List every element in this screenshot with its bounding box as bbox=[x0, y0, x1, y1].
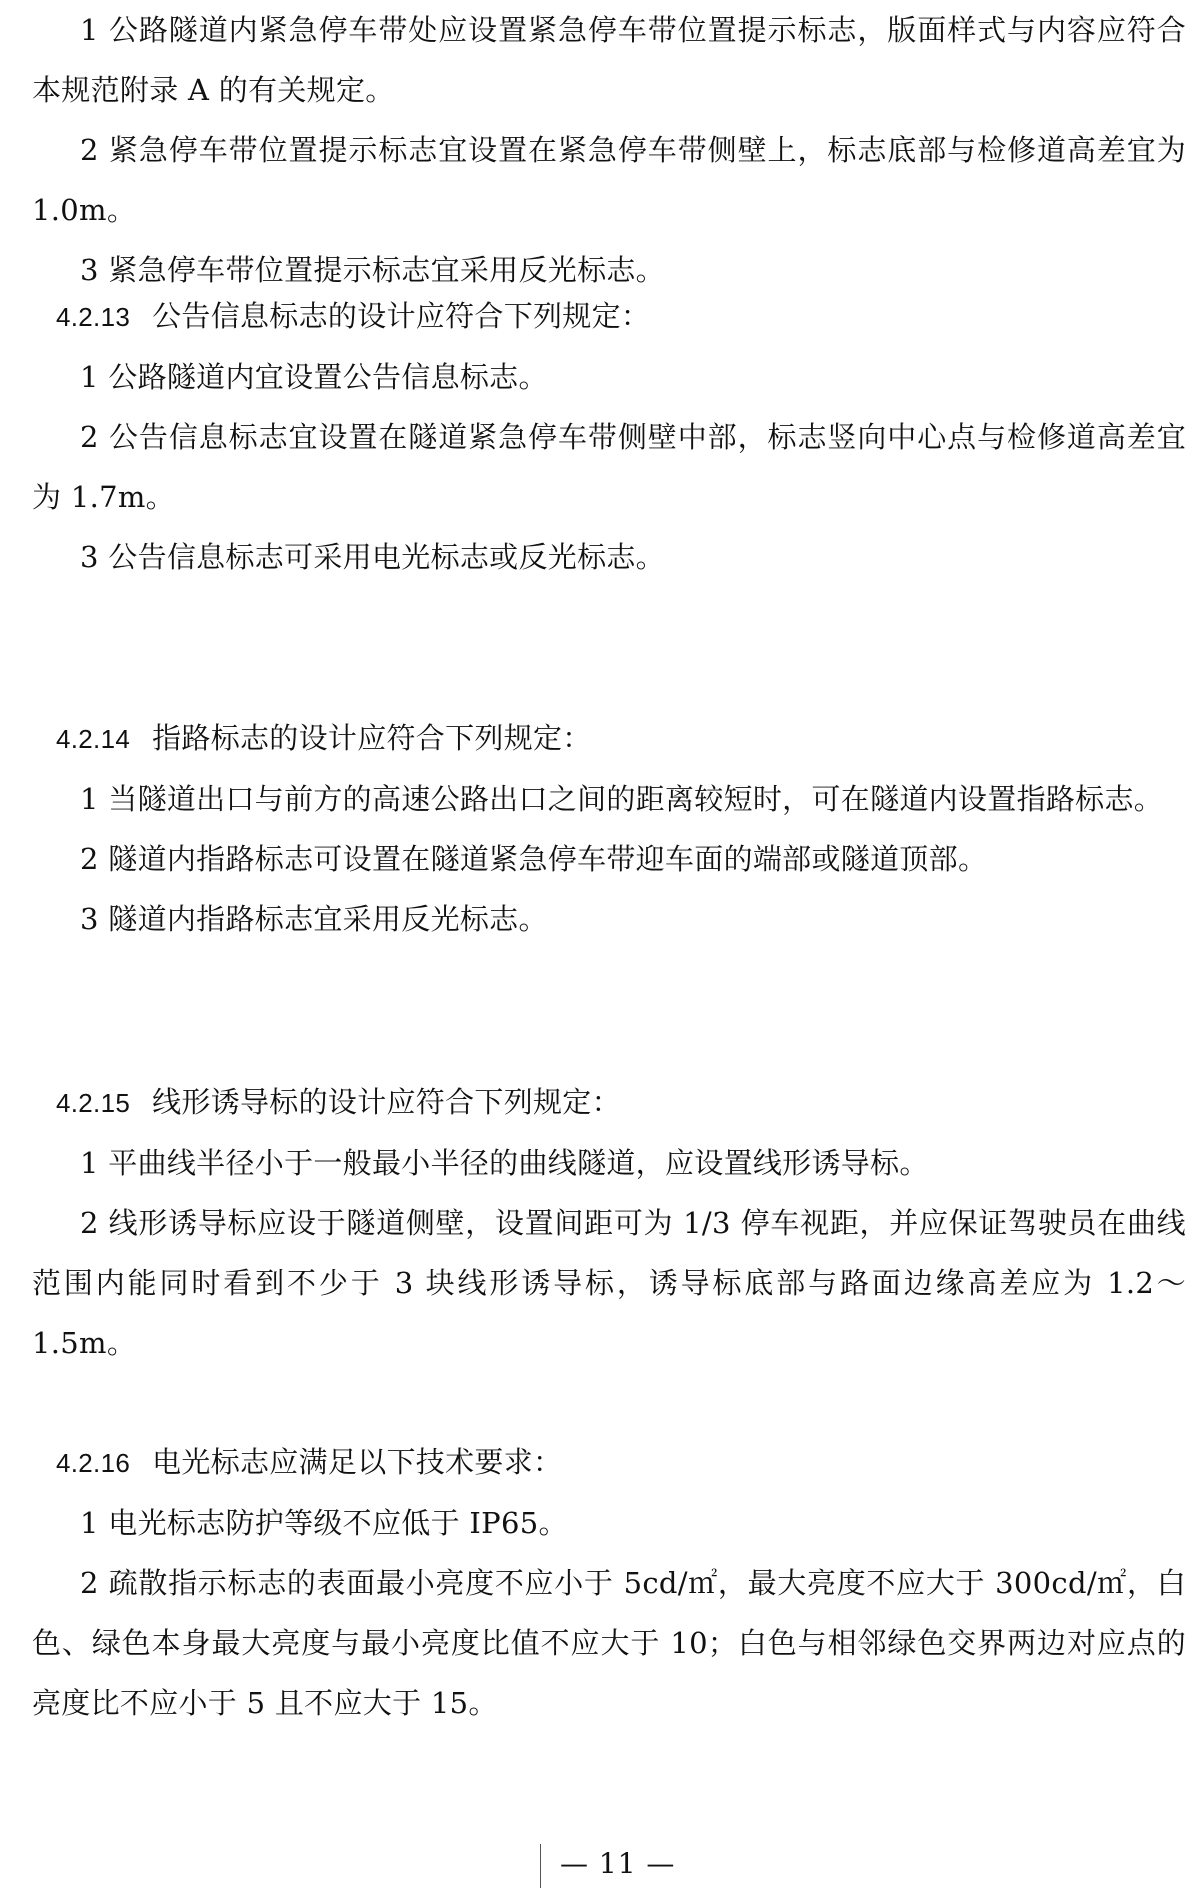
clause-item: 2 线形诱导标应设于隧道侧壁，设置间距可为 1/3 停车视距，并应保证驾驶员在曲线范围内能同时看到不少于 3 块线形诱导标，诱导标底部与路面边缘高差应为 1.2～1.5m。 bbox=[32, 1206, 1186, 1360]
section-heading bbox=[32, 1072, 1186, 1133]
section-heading bbox=[32, 1432, 1186, 1493]
clause-item: 1 当隧道出口与前方的高速公路出口之间的距离较短时，可在隧道内设置指路标志。 bbox=[80, 782, 1164, 816]
section-heading bbox=[32, 286, 1186, 347]
clause-item: 2 疏散指示标志的表面最小亮度不应小于 5cd/㎡，最大亮度不应大于 300cd/㎡，白色、绿色本身最大亮度与最小亮度比值不应大于 10；白色与相邻绿色交界两边对应点的亮度比不应小于 5 且不应大于 15。 bbox=[32, 1566, 1186, 1720]
section-number: 4.2.13 bbox=[56, 302, 131, 332]
section-4-2-16 bbox=[32, 1432, 1186, 1733]
footer-divider bbox=[540, 1844, 541, 1888]
page-number: — 11 — bbox=[560, 1847, 676, 1880]
page-footer bbox=[0, 1840, 1200, 1890]
section-4-2-13 bbox=[32, 286, 1186, 587]
clause-item: 1 平曲线半径小于一般最小半径的曲线隧道，应设置线形诱导标。 bbox=[80, 1146, 929, 1180]
clause-item: 1 公路隧道内紧急停车带处应设置紧急停车带位置提示标志，版面样式与内容应符合本规范附录 A 的有关规定。 bbox=[32, 13, 1186, 107]
section-number: 4.2.14 bbox=[56, 724, 131, 754]
section-title: 指路标志的设计应符合下列规定： bbox=[152, 721, 592, 755]
clause-item: 3 紧急停车带位置提示标志宜采用反光标志。 bbox=[80, 253, 665, 287]
section-number: 4.2.15 bbox=[56, 1088, 131, 1118]
section-title: 电光标志应满足以下技术要求： bbox=[152, 1445, 563, 1479]
section-heading bbox=[32, 708, 1186, 769]
clause-item: 2 紧急停车带位置提示标志宜设置在紧急停车带侧壁上，标志底部与检修道高差宜为 1.0m。 bbox=[32, 133, 1186, 227]
section-number: 4.2.16 bbox=[56, 1448, 131, 1478]
clause-item: 3 公告信息标志可采用电光标志或反光标志。 bbox=[80, 540, 665, 574]
clause-item: 1 公路隧道内宜设置公告信息标志。 bbox=[80, 360, 548, 394]
section-4-2-12-continued bbox=[32, 0, 1186, 300]
clause-item: 3 隧道内指路标志宜采用反光标志。 bbox=[80, 902, 548, 936]
section-title: 线形诱导标的设计应符合下列规定： bbox=[152, 1085, 621, 1119]
clause-item: 2 公告信息标志宜设置在隧道紧急停车带侧壁中部，标志竖向中心点与检修道高差宜为 1.7m。 bbox=[32, 420, 1186, 514]
section-title: 公告信息标志的设计应符合下列规定： bbox=[152, 299, 651, 333]
section-4-2-14 bbox=[32, 708, 1186, 949]
clause-item: 1 电光标志防护等级不应低于 IP65。 bbox=[80, 1506, 568, 1540]
section-4-2-15 bbox=[32, 1072, 1186, 1373]
clause-item: 2 隧道内指路标志可设置在隧道紧急停车带迎车面的端部或隧道顶部。 bbox=[80, 842, 988, 876]
